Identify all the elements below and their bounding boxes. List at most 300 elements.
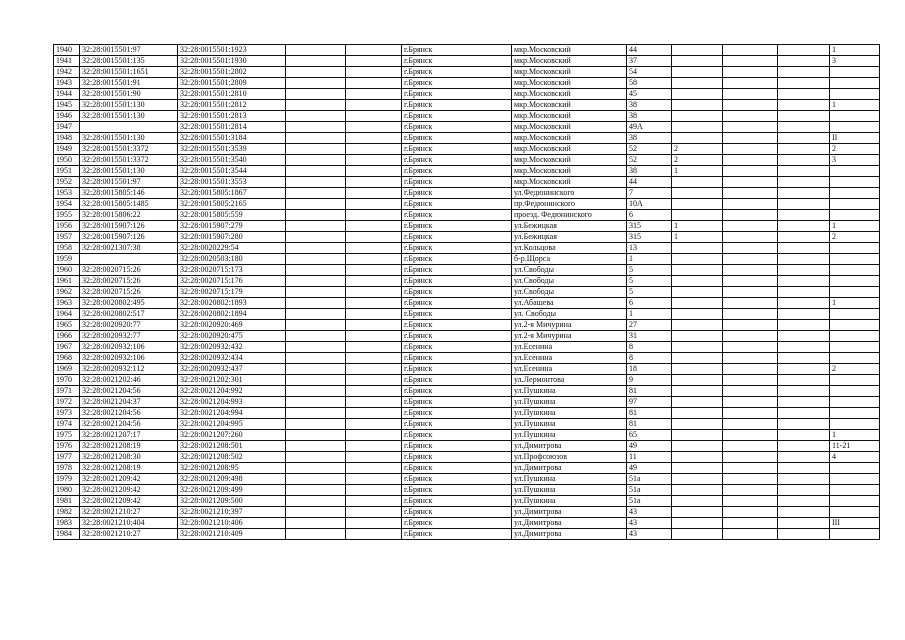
cell-building [672,342,723,353]
cell-blank-col-c [723,474,778,485]
cell-land-cadastral-number [80,122,178,133]
cell-house-number: 43 [627,529,672,540]
cell-apartment [830,529,880,540]
table-row [54,529,880,540]
cell-blank-col-d [778,408,830,419]
cell-blank-col-c [723,507,778,518]
cell-land-cadastral-number: 32:28:0015907:126 [80,221,178,232]
cell-blank-col-c [723,122,778,133]
cell-apartment [830,265,880,276]
cell-land-cadastral-number: 32:28:0020932:106 [80,342,178,353]
cell-street: ул.Есенина [512,342,627,353]
cell-blank-col-d [778,375,830,386]
cell-land-cadastral-number: 32:28:0020802:495 [80,298,178,309]
cell-apartment: 1 [830,298,880,309]
cell-city: г.Брянск [402,507,512,518]
cell-blank-col-a [286,155,346,166]
cell-row-number: 1962 [54,287,80,298]
cell-city: г.Брянск [402,177,512,188]
cell-row-number: 1964 [54,309,80,320]
cell-apartment [830,386,880,397]
cell-blank-col-c [723,419,778,430]
cell-building [672,518,723,529]
cell-city: г.Брянск [402,386,512,397]
cell-row-number: 1977 [54,452,80,463]
cell-house-number: 31 [627,331,672,342]
cell-apartment [830,276,880,287]
cell-blank-col-d [778,342,830,353]
cell-city: г.Брянск [402,408,512,419]
cell-blank-col-c [723,265,778,276]
cell-blank-col-b [346,199,402,210]
cell-apartment [830,199,880,210]
cell-city: г.Брянск [402,89,512,100]
cell-blank-col-b [346,56,402,67]
cell-row-number: 1981 [54,496,80,507]
cell-row-number: 1970 [54,375,80,386]
cell-house-number: 5 [627,265,672,276]
cell-land-cadastral-number: 32:28:0020932:106 [80,353,178,364]
cell-row-number: 1975 [54,430,80,441]
table-row [54,276,880,287]
cell-house-number: 44 [627,177,672,188]
cell-apartment [830,353,880,364]
cell-house-number: 1 [627,254,672,265]
cell-blank-col-b [346,276,402,287]
cell-blank-col-d [778,177,830,188]
table-row [54,375,880,386]
cell-blank-col-b [346,254,402,265]
cell-house-number: 38 [627,133,672,144]
cell-blank-col-a [286,45,346,56]
cell-city: г.Брянск [402,45,512,56]
cell-house-number: 6 [627,298,672,309]
cell-row-number: 1942 [54,67,80,78]
cell-land-cadastral-number: 32:28:0021307:38 [80,243,178,254]
cell-apartment [830,342,880,353]
cell-apartment [830,78,880,89]
cell-building [672,474,723,485]
cell-blank-col-a [286,287,346,298]
cell-land-cadastral-number: 32:28:0015501:97 [80,177,178,188]
cell-blank-col-a [286,67,346,78]
cell-city: г.Брянск [402,276,512,287]
cell-blank-col-c [723,320,778,331]
cell-blank-col-c [723,430,778,441]
cell-blank-col-a [286,331,346,342]
cell-object-cadastral-number: 32:28:0015805:559 [178,210,286,221]
cell-house-number: 54 [627,67,672,78]
cell-building [672,45,723,56]
cell-building [672,199,723,210]
cell-blank-col-d [778,309,830,320]
cell-building [672,496,723,507]
cell-blank-col-b [346,507,402,518]
cell-blank-col-c [723,276,778,287]
cell-row-number: 1950 [54,155,80,166]
cell-blank-col-a [286,496,346,507]
cell-row-number: 1982 [54,507,80,518]
cell-city: г.Брянск [402,331,512,342]
cell-blank-col-a [286,122,346,133]
cell-apartment [830,496,880,507]
cell-blank-col-c [723,331,778,342]
cell-blank-col-d [778,463,830,474]
cell-land-cadastral-number: 32:28:0021204:37 [80,397,178,408]
cell-blank-col-b [346,331,402,342]
cell-blank-col-c [723,232,778,243]
cell-building [672,111,723,122]
cell-blank-col-b [346,463,402,474]
cell-building [672,298,723,309]
cell-blank-col-a [286,397,346,408]
cell-blank-col-d [778,386,830,397]
table-row [54,353,880,364]
cell-object-cadastral-number: 32:28:0020932:432 [178,342,286,353]
table-row [54,78,880,89]
cell-city: г.Брянск [402,221,512,232]
cell-land-cadastral-number: 32:28:0021207:17 [80,430,178,441]
cell-house-number: 38 [627,100,672,111]
cell-land-cadastral-number: 32:28:0021208:19 [80,441,178,452]
cell-city: г.Брянск [402,474,512,485]
cell-building [672,276,723,287]
cell-city: г.Брянск [402,133,512,144]
cell-building [672,243,723,254]
cell-city: г.Брянск [402,320,512,331]
cell-street: ул.Димитрова [512,529,627,540]
cell-blank-col-a [286,342,346,353]
cell-row-number: 1983 [54,518,80,529]
cell-city: г.Брянск [402,243,512,254]
cell-blank-col-c [723,452,778,463]
cell-apartment [830,188,880,199]
table-row [54,441,880,452]
cell-building [672,89,723,100]
cell-apartment: 2 [830,144,880,155]
cell-blank-col-d [778,529,830,540]
cell-blank-col-b [346,320,402,331]
property-register-table [53,44,880,540]
cell-apartment [830,375,880,386]
cell-apartment [830,309,880,320]
cell-city: г.Брянск [402,144,512,155]
cell-object-cadastral-number: 32:28:0020802:1893 [178,298,286,309]
cell-house-number: 45 [627,89,672,100]
cell-building [672,419,723,430]
cell-street: ул.Федюнинского [512,188,627,199]
cell-apartment [830,320,880,331]
cell-street: ул.Пушкина [512,386,627,397]
cell-apartment: 2 [830,364,880,375]
cell-apartment: 2 [830,232,880,243]
cell-apartment [830,408,880,419]
cell-blank-col-b [346,188,402,199]
table-row [54,45,880,56]
cell-street: ул.Димитрова [512,441,627,452]
cell-object-cadastral-number: 32:28:0015501:2802 [178,67,286,78]
cell-blank-col-d [778,199,830,210]
cell-house-number: 11 [627,452,672,463]
cell-blank-col-d [778,210,830,221]
cell-blank-col-a [286,221,346,232]
cell-blank-col-d [778,452,830,463]
cell-object-cadastral-number: 32:28:0021210:409 [178,529,286,540]
cell-street: мкр.Московский [512,78,627,89]
cell-blank-col-a [286,89,346,100]
cell-blank-col-d [778,276,830,287]
cell-blank-col-c [723,364,778,375]
cell-blank-col-a [286,199,346,210]
cell-land-cadastral-number: 32:28:0015501:97 [80,45,178,56]
cell-blank-col-c [723,287,778,298]
cell-row-number: 1963 [54,298,80,309]
table-row [54,89,880,100]
cell-object-cadastral-number: 32:28:0015501:2813 [178,111,286,122]
cell-object-cadastral-number: 32:28:0021204:994 [178,408,286,419]
cell-street: ул.Свободы [512,265,627,276]
cell-city: г.Брянск [402,100,512,111]
cell-object-cadastral-number: 32:28:0021208:95 [178,463,286,474]
cell-blank-col-d [778,496,830,507]
cell-blank-col-d [778,507,830,518]
cell-blank-col-a [286,144,346,155]
cell-house-number: 10А [627,199,672,210]
cell-land-cadastral-number: 32:28:0020715:26 [80,265,178,276]
cell-street: мкр.Московский [512,166,627,177]
cell-building [672,254,723,265]
cell-blank-col-a [286,276,346,287]
table-row [54,463,880,474]
cell-apartment [830,254,880,265]
cell-blank-col-d [778,89,830,100]
cell-house-number: 9 [627,375,672,386]
cell-blank-col-b [346,111,402,122]
cell-land-cadastral-number: 32:28:0021202:46 [80,375,178,386]
cell-house-number: 37 [627,56,672,67]
cell-city: г.Брянск [402,298,512,309]
table-row [54,199,880,210]
cell-blank-col-a [286,232,346,243]
table-row [54,166,880,177]
cell-apartment [830,243,880,254]
cell-blank-col-b [346,287,402,298]
cell-street: ул.Пушкина [512,430,627,441]
cell-street: мкр.Московский [512,177,627,188]
cell-street: ул.2-я Мичурина [512,320,627,331]
table-row [54,265,880,276]
cell-object-cadastral-number: 32:28:0015501:3553 [178,177,286,188]
table-row [54,287,880,298]
cell-land-cadastral-number: 32:28:0021209:42 [80,485,178,496]
cell-apartment: III [830,518,880,529]
cell-street: мкр.Московский [512,56,627,67]
cell-street: ул.Пушкина [512,485,627,496]
cell-blank-col-a [286,133,346,144]
cell-land-cadastral-number: 32:28:0020932:77 [80,331,178,342]
cell-row-number: 1945 [54,100,80,111]
cell-object-cadastral-number: 32:28:0015501:3544 [178,166,286,177]
cell-blank-col-c [723,518,778,529]
table-row [54,507,880,518]
cell-house-number: 65 [627,430,672,441]
cell-row-number: 1984 [54,529,80,540]
cell-building [672,265,723,276]
cell-object-cadastral-number: 32:28:0015501:3184 [178,133,286,144]
cell-building [672,133,723,144]
cell-blank-col-a [286,419,346,430]
cell-building [672,441,723,452]
cell-house-number: 49 [627,463,672,474]
cell-blank-col-a [286,386,346,397]
cell-object-cadastral-number: 32:28:0020920:475 [178,331,286,342]
cell-row-number: 1955 [54,210,80,221]
cell-city: г.Брянск [402,518,512,529]
cell-house-number: 7 [627,188,672,199]
cell-blank-col-c [723,309,778,320]
cell-object-cadastral-number: 32:28:0020715:173 [178,265,286,276]
cell-street: мкр.Московский [512,111,627,122]
cell-row-number: 1972 [54,397,80,408]
cell-house-number: 51а [627,474,672,485]
cell-blank-col-c [723,45,778,56]
cell-house-number: 81 [627,419,672,430]
cell-land-cadastral-number: 32:28:0021210:404 [80,518,178,529]
cell-blank-col-b [346,309,402,320]
cell-blank-col-d [778,45,830,56]
cell-land-cadastral-number: 32:28:0021204:56 [80,419,178,430]
cell-object-cadastral-number: 32:28:0015501:1930 [178,56,286,67]
cell-building [672,100,723,111]
cell-street: мкр.Московский [512,67,627,78]
cell-object-cadastral-number: 32:28:0021209:499 [178,485,286,496]
cell-object-cadastral-number: 32:28:0015907:280 [178,232,286,243]
cell-building [672,375,723,386]
cell-blank-col-a [286,375,346,386]
cell-blank-col-b [346,375,402,386]
cell-city: г.Брянск [402,78,512,89]
cell-blank-col-c [723,221,778,232]
table-row [54,518,880,529]
cell-street: ул.Есенина [512,364,627,375]
cell-row-number: 1943 [54,78,80,89]
cell-city: г.Брянск [402,485,512,496]
cell-object-cadastral-number: 32:28:0015501:3539 [178,144,286,155]
cell-house-number: 49А [627,122,672,133]
cell-blank-col-d [778,122,830,133]
cell-object-cadastral-number: 32:28:0021208:501 [178,441,286,452]
cell-building [672,56,723,67]
cell-blank-col-c [723,529,778,540]
cell-blank-col-b [346,408,402,419]
cell-blank-col-b [346,529,402,540]
cell-street: ул.Бежицкая [512,232,627,243]
cell-street: ул.Есенина [512,353,627,364]
cell-object-cadastral-number: 32:28:0021210:397 [178,507,286,518]
cell-blank-col-b [346,122,402,133]
cell-building: 1 [672,166,723,177]
cell-house-number: 52 [627,155,672,166]
cell-blank-col-c [723,100,778,111]
table-row [54,298,880,309]
cell-blank-col-c [723,254,778,265]
cell-blank-col-c [723,397,778,408]
cell-blank-col-b [346,243,402,254]
table-row [54,320,880,331]
cell-street: ул.Абашева [512,298,627,309]
cell-object-cadastral-number: 32:28:0020920:469 [178,320,286,331]
cell-row-number: 1952 [54,177,80,188]
cell-building: 2 [672,144,723,155]
cell-blank-col-c [723,298,778,309]
cell-blank-col-b [346,386,402,397]
cell-land-cadastral-number: 32:28:0015806:22 [80,210,178,221]
cell-blank-col-d [778,221,830,232]
cell-blank-col-a [286,518,346,529]
cell-row-number: 1953 [54,188,80,199]
table-row [54,254,880,265]
cell-blank-col-a [286,529,346,540]
cell-row-number: 1974 [54,419,80,430]
cell-row-number: 1949 [54,144,80,155]
cell-blank-col-c [723,78,778,89]
cell-blank-col-d [778,133,830,144]
cell-land-cadastral-number: 32:28:0021210:27 [80,507,178,518]
cell-city: г.Брянск [402,375,512,386]
cell-city: г.Брянск [402,67,512,78]
cell-city: г.Брянск [402,441,512,452]
cell-apartment: 1 [830,45,880,56]
cell-street: ул.Профсоюзов [512,452,627,463]
table-row [54,243,880,254]
table-row [54,56,880,67]
cell-blank-col-b [346,177,402,188]
cell-apartment: 11-21 [830,441,880,452]
cell-land-cadastral-number: 32:28:0015805:1485 [80,199,178,210]
table-row [54,133,880,144]
cell-blank-col-b [346,419,402,430]
cell-building: 1 [672,232,723,243]
cell-house-number: 18 [627,364,672,375]
table-row [54,221,880,232]
cell-land-cadastral-number: 32:28:0020932:112 [80,364,178,375]
cell-blank-col-c [723,89,778,100]
table-row [54,364,880,375]
cell-apartment [830,210,880,221]
cell-apartment [830,111,880,122]
cell-blank-col-d [778,144,830,155]
cell-row-number: 1948 [54,133,80,144]
cell-row-number: 1956 [54,221,80,232]
cell-land-cadastral-number: 32:28:0015501:90 [80,89,178,100]
cell-blank-col-d [778,430,830,441]
cell-blank-col-a [286,265,346,276]
table-row [54,474,880,485]
cell-land-cadastral-number: 32:28:0021204:56 [80,408,178,419]
cell-street: ул.Пушкина [512,496,627,507]
cell-building [672,364,723,375]
cell-blank-col-d [778,265,830,276]
cell-blank-col-c [723,56,778,67]
cell-street: ул.Кольцова [512,243,627,254]
cell-blank-col-c [723,67,778,78]
cell-blank-col-d [778,320,830,331]
cell-building [672,78,723,89]
cell-blank-col-c [723,243,778,254]
cell-house-number: 51а [627,485,672,496]
cell-blank-col-a [286,408,346,419]
cell-house-number: 8 [627,353,672,364]
